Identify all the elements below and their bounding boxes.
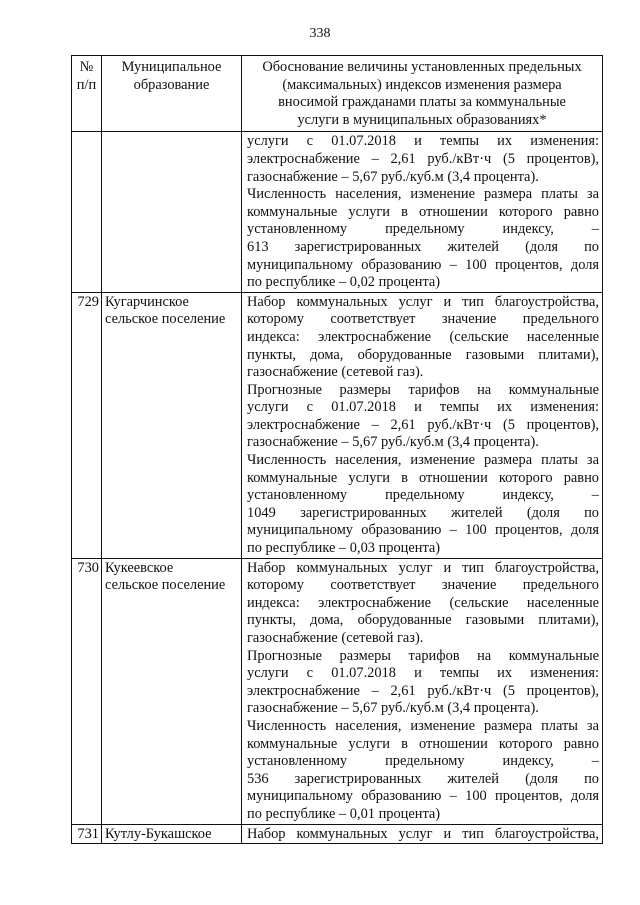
row-number-cell: 730 [72, 558, 102, 824]
table-row-continuation [72, 132, 603, 292]
justification-cell [242, 292, 603, 558]
justification-cell: Набор коммунальных услуг и тип благоустройства, [242, 824, 603, 844]
services-paragraph: Набор коммунальных услуг и тип благоустройства, которому соответствует значение предельного индекса: электроснабжение (сельские населенные пункты, дома, оборудованные газовыми плитами), газоснабжение (сетевой газ). [247, 293, 599, 381]
municipality-cell: Кукеевское сельское поселение [102, 558, 242, 824]
justification-cell [242, 132, 603, 292]
justification-cell [242, 558, 603, 824]
tariffs-paragraph: услуги с 01.07.2018 и темпы их изменения: электроснабжение – 2,61 руб./кВт·ч (5 процентов), газоснабжение – 5,67 руб./куб.м (3,4 процента). [247, 133, 599, 185]
tariffs-paragraph: Прогнозные размеры тарифов на коммунальные услуги с 01.07.2018 и темпы их изменения: электроснабжение – 2,61 руб./кВт·ч (5 процентов), газоснабжение – 5,67 руб./куб.м (3,4 процента). [247, 381, 599, 451]
row-number-cell [72, 132, 102, 292]
header-justification-cell: Обоснование величины установленных предельных (максимальных) индексов изменения размера вносимой гражданами платы за коммунальные услуги в муниципальных образованиях* [242, 56, 603, 132]
table-row [72, 824, 603, 844]
page-number: 338 [309, 26, 331, 41]
header-municipality-cell: Муниципальное образование [102, 56, 242, 132]
population-paragraph: Численность населения, изменение размера платы за коммунальные услуги в отношении которого равно установленному предельному индексу, – 536 зарегистрированных жителей (доля по муниципальному образованию – 100 процентов, доля по республике – 0,01 процента) [247, 717, 599, 822]
header-number-cell: № п/п [72, 56, 102, 132]
table-header-row [72, 56, 603, 132]
table-row [72, 292, 603, 558]
table-row [72, 558, 603, 824]
services-paragraph: Набор коммунальных услуг и тип благоустройства, которому соответствует значение предельного индекса: электроснабжение (сельские населенные пункты, дома, оборудованные газовыми плитами), газоснабжение (сетевой газ). [247, 559, 599, 646]
row-number-cell: 729 [72, 292, 102, 558]
tariff-index-table [71, 55, 603, 844]
municipality-cell: Кугарчинское сельское поселение [102, 292, 242, 558]
tariffs-paragraph: Прогнозные размеры тарифов на коммунальные услуги с 01.07.2018 и темпы их изменения: электроснабжение – 2,61 руб./кВт·ч (5 процентов), газоснабжение – 5,67 руб./куб.м (3,4 процента). [247, 647, 599, 717]
row-number-cell: 731 [72, 824, 102, 844]
population-paragraph: Численность населения, изменение размера платы за коммунальные услуги в отношении которого равно установленному предельному индексу, – 1049 зарегистрированных жителей (доля по муниципальному образованию – 100 процентов, доля по республике – 0,03 процента) [247, 452, 599, 557]
municipality-cell [102, 132, 242, 292]
municipality-cell: Кутлу-Букашское [102, 824, 242, 844]
population-paragraph: Численность населения, изменение размера платы за коммунальные услуги в отношении которого равно установленному предельному индексу, – 613 зарегистрированных жителей (доля по муниципальному образованию – 100 процентов, доля по республике – 0,02 процента) [247, 186, 599, 291]
